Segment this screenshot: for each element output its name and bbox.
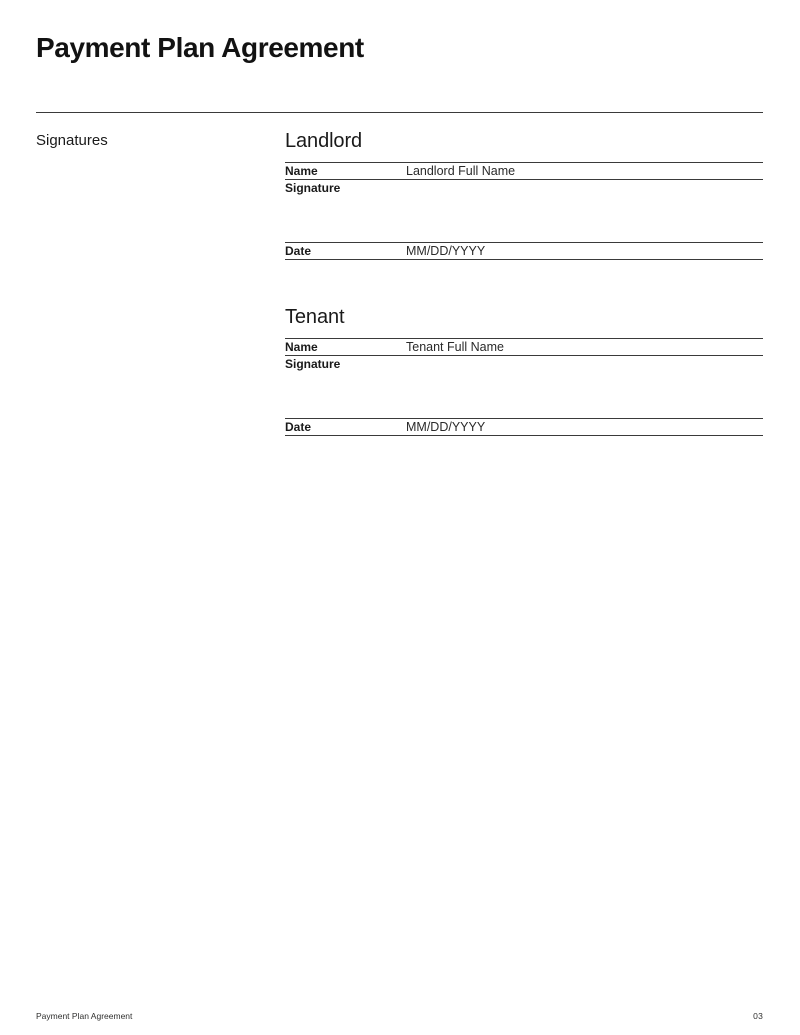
page-footer bbox=[36, 1010, 763, 1022]
field-value-name[interactable]: Landlord Full Name bbox=[406, 164, 516, 178]
table-row bbox=[285, 339, 763, 356]
field-label-date: Date bbox=[285, 420, 312, 434]
party-heading-tenant: Tenant bbox=[285, 306, 345, 328]
table-row bbox=[285, 419, 763, 436]
field-value-signature[interactable] bbox=[406, 356, 763, 419]
party-block-tenant bbox=[285, 304, 763, 436]
table-row bbox=[285, 356, 763, 419]
footer-page-number: 03 bbox=[753, 1011, 763, 1021]
page-title: Payment Plan Agreement bbox=[36, 32, 364, 63]
signatures-content-column bbox=[285, 128, 763, 436]
signature-fields-landlord bbox=[285, 162, 763, 260]
signature-fields-tenant bbox=[285, 338, 763, 436]
field-label-signature: Signature bbox=[285, 357, 341, 371]
footer-document-name: Payment Plan Agreement bbox=[36, 1011, 133, 1021]
field-value-signature[interactable] bbox=[406, 180, 763, 243]
table-row bbox=[285, 243, 763, 260]
field-label-date: Date bbox=[285, 244, 312, 258]
table-row bbox=[285, 180, 763, 243]
party-block-landlord bbox=[285, 128, 763, 260]
table-row bbox=[285, 163, 763, 180]
party-heading-landlord: Landlord bbox=[285, 130, 363, 152]
field-label-name: Name bbox=[285, 340, 318, 354]
field-value-date[interactable]: MM/DD/YYYY bbox=[406, 244, 486, 258]
header-divider bbox=[36, 112, 763, 113]
field-label-name: Name bbox=[285, 164, 318, 178]
section-label-signatures: Signatures bbox=[36, 132, 108, 149]
field-value-date[interactable]: MM/DD/YYYY bbox=[406, 420, 486, 434]
field-value-name[interactable]: Tenant Full Name bbox=[406, 340, 504, 354]
field-label-signature: Signature bbox=[285, 181, 341, 195]
